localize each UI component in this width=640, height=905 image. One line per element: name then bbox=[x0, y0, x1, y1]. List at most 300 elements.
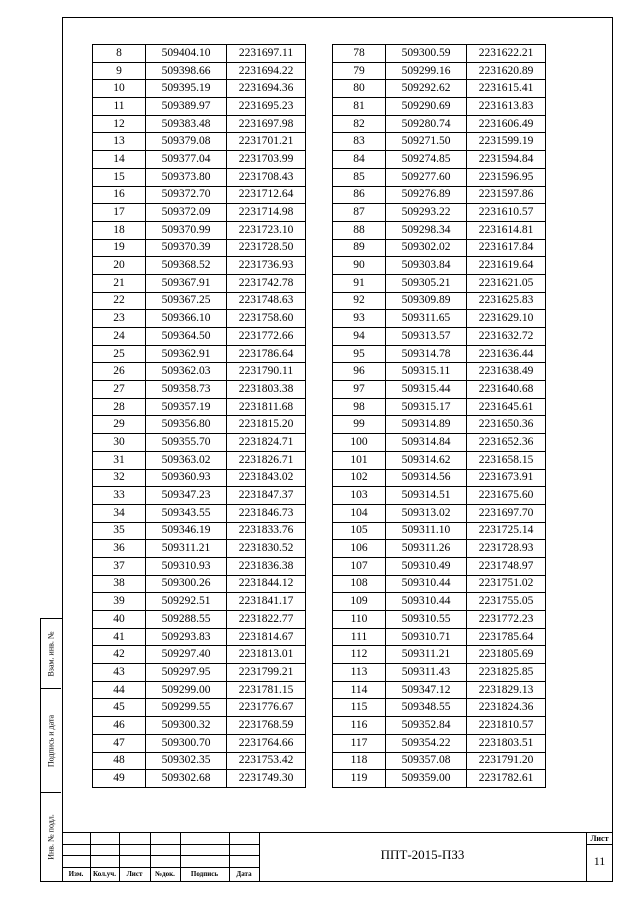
x-coordinate-cell: 509352.84 bbox=[386, 717, 467, 735]
y-coordinate-cell: 2231613.83 bbox=[467, 98, 546, 116]
x-coordinate-cell: 509302.68 bbox=[146, 770, 227, 788]
table-row bbox=[333, 221, 546, 239]
y-coordinate-cell: 2231825.85 bbox=[467, 664, 546, 682]
sheet-label: Лист bbox=[590, 834, 609, 843]
table-row bbox=[93, 646, 306, 664]
table-row bbox=[333, 98, 546, 116]
point-number-cell: 101 bbox=[333, 451, 386, 469]
point-number-cell: 79 bbox=[333, 62, 386, 80]
point-number-cell: 105 bbox=[333, 522, 386, 540]
x-coordinate-cell: 509379.08 bbox=[146, 133, 227, 151]
point-number-cell: 17 bbox=[93, 204, 146, 222]
table-row bbox=[333, 469, 546, 487]
x-coordinate-cell: 509347.12 bbox=[386, 681, 467, 699]
x-coordinate-cell: 509303.84 bbox=[386, 257, 467, 275]
table-row bbox=[333, 239, 546, 257]
y-coordinate-cell: 2231846.73 bbox=[227, 504, 306, 522]
table-row bbox=[333, 151, 546, 169]
y-coordinate-cell: 2231650.36 bbox=[467, 416, 546, 434]
y-coordinate-cell: 2231836.38 bbox=[227, 557, 306, 575]
x-coordinate-cell: 509305.21 bbox=[386, 274, 467, 292]
point-number-cell: 35 bbox=[93, 522, 146, 540]
x-coordinate-cell: 509362.03 bbox=[146, 363, 227, 381]
y-coordinate-cell: 2231728.50 bbox=[227, 239, 306, 257]
x-coordinate-cell: 509271.50 bbox=[386, 133, 467, 151]
point-number-cell: 78 bbox=[333, 45, 386, 63]
y-coordinate-cell: 2231695.23 bbox=[227, 98, 306, 116]
point-number-cell: 102 bbox=[333, 469, 386, 487]
x-coordinate-cell: 509315.17 bbox=[386, 398, 467, 416]
table-row bbox=[333, 186, 546, 204]
sheet-number: 11 bbox=[593, 854, 606, 868]
table-row bbox=[333, 611, 546, 629]
y-coordinate-cell: 2231755.05 bbox=[467, 593, 546, 611]
y-coordinate-cell: 2231815.20 bbox=[227, 416, 306, 434]
point-number-cell: 21 bbox=[93, 274, 146, 292]
y-coordinate-cell: 2231786.64 bbox=[227, 345, 306, 363]
point-number-cell: 23 bbox=[93, 310, 146, 328]
sidebar-inv-replace bbox=[41, 619, 61, 689]
point-number-cell: 46 bbox=[93, 717, 146, 735]
y-coordinate-cell: 2231736.93 bbox=[227, 257, 306, 275]
point-number-cell: 91 bbox=[333, 274, 386, 292]
table-row bbox=[333, 646, 546, 664]
x-coordinate-cell: 509310.55 bbox=[386, 611, 467, 629]
point-number-cell: 116 bbox=[333, 717, 386, 735]
table-row bbox=[333, 451, 546, 469]
table-row bbox=[93, 257, 306, 275]
point-number-cell: 113 bbox=[333, 664, 386, 682]
table-row bbox=[333, 717, 546, 735]
point-number-cell: 119 bbox=[333, 770, 386, 788]
point-number-cell: 108 bbox=[333, 575, 386, 593]
y-coordinate-cell: 2231636.44 bbox=[467, 345, 546, 363]
point-number-cell: 96 bbox=[333, 363, 386, 381]
x-coordinate-cell: 509288.55 bbox=[146, 611, 227, 629]
x-coordinate-cell: 509293.83 bbox=[146, 628, 227, 646]
x-coordinate-cell: 509310.49 bbox=[386, 557, 467, 575]
y-coordinate-cell: 2231614.81 bbox=[467, 221, 546, 239]
x-coordinate-cell: 509300.70 bbox=[146, 734, 227, 752]
y-coordinate-cell: 2231652.36 bbox=[467, 434, 546, 452]
y-coordinate-cell: 2231645.61 bbox=[467, 398, 546, 416]
y-coordinate-cell: 2231758.60 bbox=[227, 310, 306, 328]
point-number-cell: 109 bbox=[333, 593, 386, 611]
point-number-cell: 13 bbox=[93, 133, 146, 151]
y-coordinate-cell: 2231632.72 bbox=[467, 328, 546, 346]
table-row bbox=[93, 628, 306, 646]
y-coordinate-cell: 2231748.63 bbox=[227, 292, 306, 310]
x-coordinate-cell: 509314.89 bbox=[386, 416, 467, 434]
x-coordinate-cell: 509395.19 bbox=[146, 80, 227, 98]
x-coordinate-cell: 509313.02 bbox=[386, 504, 467, 522]
x-coordinate-cell: 509280.74 bbox=[386, 115, 467, 133]
y-coordinate-cell: 2231640.68 bbox=[467, 381, 546, 399]
y-coordinate-cell: 2231728.93 bbox=[467, 540, 546, 558]
point-number-cell: 97 bbox=[333, 381, 386, 399]
x-coordinate-cell: 509404.10 bbox=[146, 45, 227, 63]
x-coordinate-cell: 509355.70 bbox=[146, 434, 227, 452]
x-coordinate-cell: 509292.51 bbox=[146, 593, 227, 611]
x-coordinate-cell: 509311.21 bbox=[386, 646, 467, 664]
point-number-cell: 37 bbox=[93, 557, 146, 575]
y-coordinate-cell: 2231847.37 bbox=[227, 487, 306, 505]
y-coordinate-cell: 2231791.20 bbox=[467, 752, 546, 770]
x-coordinate-cell: 509346.19 bbox=[146, 522, 227, 540]
point-number-cell: 90 bbox=[333, 257, 386, 275]
table-row bbox=[333, 274, 546, 292]
table-row bbox=[333, 681, 546, 699]
point-number-cell: 29 bbox=[93, 416, 146, 434]
table-row bbox=[333, 45, 546, 63]
point-number-cell: 44 bbox=[93, 681, 146, 699]
y-coordinate-cell: 2231596.95 bbox=[467, 168, 546, 186]
point-number-cell: 99 bbox=[333, 416, 386, 434]
document-code: ППТ-2015-ПЗ3 bbox=[380, 847, 465, 862]
point-number-cell: 10 bbox=[93, 80, 146, 98]
x-coordinate-cell: 509358.73 bbox=[146, 381, 227, 399]
sidebar-inv-replace-label: Взам. инв. № bbox=[46, 630, 56, 677]
point-number-cell: 34 bbox=[93, 504, 146, 522]
x-coordinate-cell: 509302.02 bbox=[386, 239, 467, 257]
y-coordinate-cell: 2231723.10 bbox=[227, 221, 306, 239]
table-row bbox=[333, 575, 546, 593]
point-number-cell: 31 bbox=[93, 451, 146, 469]
x-coordinate-cell: 509370.39 bbox=[146, 239, 227, 257]
table-row bbox=[93, 504, 306, 522]
x-coordinate-cell: 509314.51 bbox=[386, 487, 467, 505]
point-number-cell: 36 bbox=[93, 540, 146, 558]
y-coordinate-cell: 2231701.21 bbox=[227, 133, 306, 151]
table-row bbox=[93, 681, 306, 699]
point-number-cell: 107 bbox=[333, 557, 386, 575]
point-number-cell: 111 bbox=[333, 628, 386, 646]
x-coordinate-cell: 509293.22 bbox=[386, 204, 467, 222]
y-coordinate-cell: 2231764.66 bbox=[227, 734, 306, 752]
x-coordinate-cell: 509292.62 bbox=[386, 80, 467, 98]
y-coordinate-cell: 2231703.99 bbox=[227, 151, 306, 169]
x-coordinate-cell: 509315.11 bbox=[386, 363, 467, 381]
table-row bbox=[93, 557, 306, 575]
point-number-cell: 15 bbox=[93, 168, 146, 186]
point-number-cell: 43 bbox=[93, 664, 146, 682]
x-coordinate-cell: 509309.89 bbox=[386, 292, 467, 310]
y-coordinate-cell: 2231826.71 bbox=[227, 451, 306, 469]
table-row bbox=[333, 292, 546, 310]
x-coordinate-cell: 509299.16 bbox=[386, 62, 467, 80]
x-coordinate-cell: 509315.44 bbox=[386, 381, 467, 399]
x-coordinate-cell: 509311.26 bbox=[386, 540, 467, 558]
title-block bbox=[62, 832, 613, 882]
point-number-cell: 117 bbox=[333, 734, 386, 752]
x-coordinate-cell: 509297.40 bbox=[146, 646, 227, 664]
table-row bbox=[333, 80, 546, 98]
point-number-cell: 110 bbox=[333, 611, 386, 629]
x-coordinate-cell: 509314.78 bbox=[386, 345, 467, 363]
point-number-cell: 103 bbox=[333, 487, 386, 505]
table-row bbox=[93, 62, 306, 80]
x-coordinate-cell: 509348.55 bbox=[386, 699, 467, 717]
point-number-cell: 92 bbox=[333, 292, 386, 310]
y-coordinate-cell: 2231844.12 bbox=[227, 575, 306, 593]
y-coordinate-cell: 2231620.89 bbox=[467, 62, 546, 80]
x-coordinate-cell: 509360.93 bbox=[146, 469, 227, 487]
point-number-cell: 18 bbox=[93, 221, 146, 239]
y-coordinate-cell: 2231748.97 bbox=[467, 557, 546, 575]
y-coordinate-cell: 2231768.59 bbox=[227, 717, 306, 735]
y-coordinate-cell: 2231675.60 bbox=[467, 487, 546, 505]
coordinates-table-left bbox=[92, 44, 306, 788]
y-coordinate-cell: 2231697.70 bbox=[467, 504, 546, 522]
point-number-cell: 89 bbox=[333, 239, 386, 257]
table-row bbox=[333, 628, 546, 646]
sidebar-signature-date bbox=[41, 689, 61, 793]
table-row bbox=[333, 62, 546, 80]
x-coordinate-cell: 509297.95 bbox=[146, 664, 227, 682]
y-coordinate-cell: 2231843.02 bbox=[227, 469, 306, 487]
y-coordinate-cell: 2231805.69 bbox=[467, 646, 546, 664]
table-row bbox=[333, 310, 546, 328]
point-number-cell: 38 bbox=[93, 575, 146, 593]
point-number-cell: 32 bbox=[93, 469, 146, 487]
x-coordinate-cell: 509383.48 bbox=[146, 115, 227, 133]
point-number-cell: 98 bbox=[333, 398, 386, 416]
table-row bbox=[333, 734, 546, 752]
x-coordinate-cell: 509373.80 bbox=[146, 168, 227, 186]
table-row bbox=[333, 345, 546, 363]
y-coordinate-cell: 2231822.77 bbox=[227, 611, 306, 629]
x-coordinate-cell: 509311.21 bbox=[146, 540, 227, 558]
y-coordinate-cell: 2231772.66 bbox=[227, 328, 306, 346]
x-coordinate-cell: 509276.89 bbox=[386, 186, 467, 204]
point-number-cell: 20 bbox=[93, 257, 146, 275]
x-coordinate-cell: 509314.62 bbox=[386, 451, 467, 469]
y-coordinate-cell: 2231830.52 bbox=[227, 540, 306, 558]
stamp-col-sign: Подпись bbox=[190, 870, 219, 878]
table-row bbox=[93, 770, 306, 788]
table-row bbox=[93, 345, 306, 363]
point-number-cell: 40 bbox=[93, 611, 146, 629]
point-number-cell: 81 bbox=[333, 98, 386, 116]
table-row bbox=[93, 363, 306, 381]
y-coordinate-cell: 2231781.15 bbox=[227, 681, 306, 699]
table-row bbox=[93, 133, 306, 151]
y-coordinate-cell: 2231708.43 bbox=[227, 168, 306, 186]
y-coordinate-cell: 2231697.11 bbox=[227, 45, 306, 63]
table-row bbox=[93, 575, 306, 593]
y-coordinate-cell: 2231619.64 bbox=[467, 257, 546, 275]
point-number-cell: 86 bbox=[333, 186, 386, 204]
coordinates-table-right bbox=[332, 44, 546, 788]
point-number-cell: 27 bbox=[93, 381, 146, 399]
table-row bbox=[93, 151, 306, 169]
y-coordinate-cell: 2231725.14 bbox=[467, 522, 546, 540]
point-number-cell: 19 bbox=[93, 239, 146, 257]
table-row bbox=[93, 487, 306, 505]
point-number-cell: 33 bbox=[93, 487, 146, 505]
point-number-cell: 118 bbox=[333, 752, 386, 770]
table-row bbox=[93, 434, 306, 452]
x-coordinate-cell: 509298.34 bbox=[386, 221, 467, 239]
point-number-cell: 16 bbox=[93, 186, 146, 204]
stamp-col-date: Дата bbox=[236, 870, 252, 878]
x-coordinate-cell: 509356.80 bbox=[146, 416, 227, 434]
point-number-cell: 82 bbox=[333, 115, 386, 133]
x-coordinate-cell: 509357.19 bbox=[146, 398, 227, 416]
sidebar-inv-original bbox=[41, 793, 61, 881]
table-row bbox=[93, 416, 306, 434]
x-coordinate-cell: 509302.35 bbox=[146, 752, 227, 770]
x-coordinate-cell: 509372.09 bbox=[146, 204, 227, 222]
point-number-cell: 112 bbox=[333, 646, 386, 664]
x-coordinate-cell: 509398.66 bbox=[146, 62, 227, 80]
y-coordinate-cell: 2231617.84 bbox=[467, 239, 546, 257]
x-coordinate-cell: 509277.60 bbox=[386, 168, 467, 186]
y-coordinate-cell: 2231824.36 bbox=[467, 699, 546, 717]
table-row bbox=[93, 80, 306, 98]
y-coordinate-cell: 2231803.38 bbox=[227, 381, 306, 399]
x-coordinate-cell: 509313.57 bbox=[386, 328, 467, 346]
x-coordinate-cell: 509347.23 bbox=[146, 487, 227, 505]
table-row bbox=[93, 699, 306, 717]
point-number-cell: 88 bbox=[333, 221, 386, 239]
y-coordinate-cell: 2231694.36 bbox=[227, 80, 306, 98]
table-row bbox=[93, 310, 306, 328]
y-coordinate-cell: 2231742.78 bbox=[227, 274, 306, 292]
point-number-cell: 85 bbox=[333, 168, 386, 186]
table-row bbox=[93, 398, 306, 416]
table-row bbox=[333, 664, 546, 682]
table-row bbox=[93, 734, 306, 752]
y-coordinate-cell: 2231621.05 bbox=[467, 274, 546, 292]
table-row bbox=[93, 469, 306, 487]
y-coordinate-cell: 2231673.91 bbox=[467, 469, 546, 487]
y-coordinate-cell: 2231829.13 bbox=[467, 681, 546, 699]
table-row bbox=[333, 557, 546, 575]
table-row bbox=[93, 451, 306, 469]
sidebar-signature-date-label: Подпись и дата bbox=[46, 714, 56, 767]
point-number-cell: 14 bbox=[93, 151, 146, 169]
x-coordinate-cell: 509368.52 bbox=[146, 257, 227, 275]
table-row bbox=[333, 328, 546, 346]
table-row bbox=[93, 168, 306, 186]
point-number-cell: 100 bbox=[333, 434, 386, 452]
x-coordinate-cell: 509274.85 bbox=[386, 151, 467, 169]
table-row bbox=[333, 434, 546, 452]
x-coordinate-cell: 509310.44 bbox=[386, 575, 467, 593]
table-row bbox=[93, 328, 306, 346]
table-row bbox=[93, 292, 306, 310]
point-number-cell: 115 bbox=[333, 699, 386, 717]
table-row bbox=[333, 487, 546, 505]
y-coordinate-cell: 2231824.71 bbox=[227, 434, 306, 452]
table-row bbox=[93, 45, 306, 63]
x-coordinate-cell: 509359.00 bbox=[386, 770, 467, 788]
y-coordinate-cell: 2231712.64 bbox=[227, 186, 306, 204]
y-coordinate-cell: 2231810.57 bbox=[467, 717, 546, 735]
table-row bbox=[333, 363, 546, 381]
x-coordinate-cell: 509299.55 bbox=[146, 699, 227, 717]
table-row bbox=[93, 540, 306, 558]
x-coordinate-cell: 509314.56 bbox=[386, 469, 467, 487]
table-row bbox=[93, 274, 306, 292]
point-number-cell: 49 bbox=[93, 770, 146, 788]
point-number-cell: 12 bbox=[93, 115, 146, 133]
table-row bbox=[93, 204, 306, 222]
y-coordinate-cell: 2231841.17 bbox=[227, 593, 306, 611]
point-number-cell: 39 bbox=[93, 593, 146, 611]
table-row bbox=[333, 398, 546, 416]
x-coordinate-cell: 509363.02 bbox=[146, 451, 227, 469]
x-coordinate-cell: 509377.04 bbox=[146, 151, 227, 169]
y-coordinate-cell: 2231776.67 bbox=[227, 699, 306, 717]
table-row bbox=[93, 717, 306, 735]
x-coordinate-cell: 509314.84 bbox=[386, 434, 467, 452]
point-number-cell: 25 bbox=[93, 345, 146, 363]
y-coordinate-cell: 2231615.41 bbox=[467, 80, 546, 98]
table-row bbox=[333, 115, 546, 133]
table-row bbox=[93, 381, 306, 399]
point-number-cell: 83 bbox=[333, 133, 386, 151]
table-row bbox=[333, 204, 546, 222]
x-coordinate-cell: 509362.91 bbox=[146, 345, 227, 363]
point-number-cell: 41 bbox=[93, 628, 146, 646]
x-coordinate-cell: 509310.93 bbox=[146, 557, 227, 575]
x-coordinate-cell: 509366.10 bbox=[146, 310, 227, 328]
y-coordinate-cell: 2231594.84 bbox=[467, 151, 546, 169]
y-coordinate-cell: 2231803.51 bbox=[467, 734, 546, 752]
point-number-cell: 48 bbox=[93, 752, 146, 770]
table-row bbox=[333, 593, 546, 611]
point-number-cell: 11 bbox=[93, 98, 146, 116]
point-number-cell: 30 bbox=[93, 434, 146, 452]
point-number-cell: 84 bbox=[333, 151, 386, 169]
x-coordinate-cell: 509367.25 bbox=[146, 292, 227, 310]
table-row bbox=[93, 664, 306, 682]
point-number-cell: 42 bbox=[93, 646, 146, 664]
table-row bbox=[333, 540, 546, 558]
y-coordinate-cell: 2231638.49 bbox=[467, 363, 546, 381]
y-coordinate-cell: 2231751.02 bbox=[467, 575, 546, 593]
x-coordinate-cell: 509311.65 bbox=[386, 310, 467, 328]
table-row bbox=[333, 770, 546, 788]
x-coordinate-cell: 509343.55 bbox=[146, 504, 227, 522]
x-coordinate-cell: 509389.97 bbox=[146, 98, 227, 116]
y-coordinate-cell: 2231610.57 bbox=[467, 204, 546, 222]
y-coordinate-cell: 2231622.21 bbox=[467, 45, 546, 63]
table-row bbox=[93, 593, 306, 611]
point-number-cell: 47 bbox=[93, 734, 146, 752]
x-coordinate-cell: 509310.71 bbox=[386, 628, 467, 646]
point-number-cell: 28 bbox=[93, 398, 146, 416]
point-number-cell: 95 bbox=[333, 345, 386, 363]
table-row bbox=[333, 133, 546, 151]
x-coordinate-cell: 509357.08 bbox=[386, 752, 467, 770]
y-coordinate-cell: 2231811.68 bbox=[227, 398, 306, 416]
y-coordinate-cell: 2231790.11 bbox=[227, 363, 306, 381]
point-number-cell: 104 bbox=[333, 504, 386, 522]
point-number-cell: 22 bbox=[93, 292, 146, 310]
table-row bbox=[93, 221, 306, 239]
approval-sidebar bbox=[40, 618, 62, 882]
x-coordinate-cell: 509367.91 bbox=[146, 274, 227, 292]
table-row bbox=[333, 522, 546, 540]
x-coordinate-cell: 509354.22 bbox=[386, 734, 467, 752]
y-coordinate-cell: 2231749.30 bbox=[227, 770, 306, 788]
point-number-cell: 94 bbox=[333, 328, 386, 346]
point-number-cell: 9 bbox=[93, 62, 146, 80]
stamp-col-doc: №док. bbox=[155, 870, 175, 878]
